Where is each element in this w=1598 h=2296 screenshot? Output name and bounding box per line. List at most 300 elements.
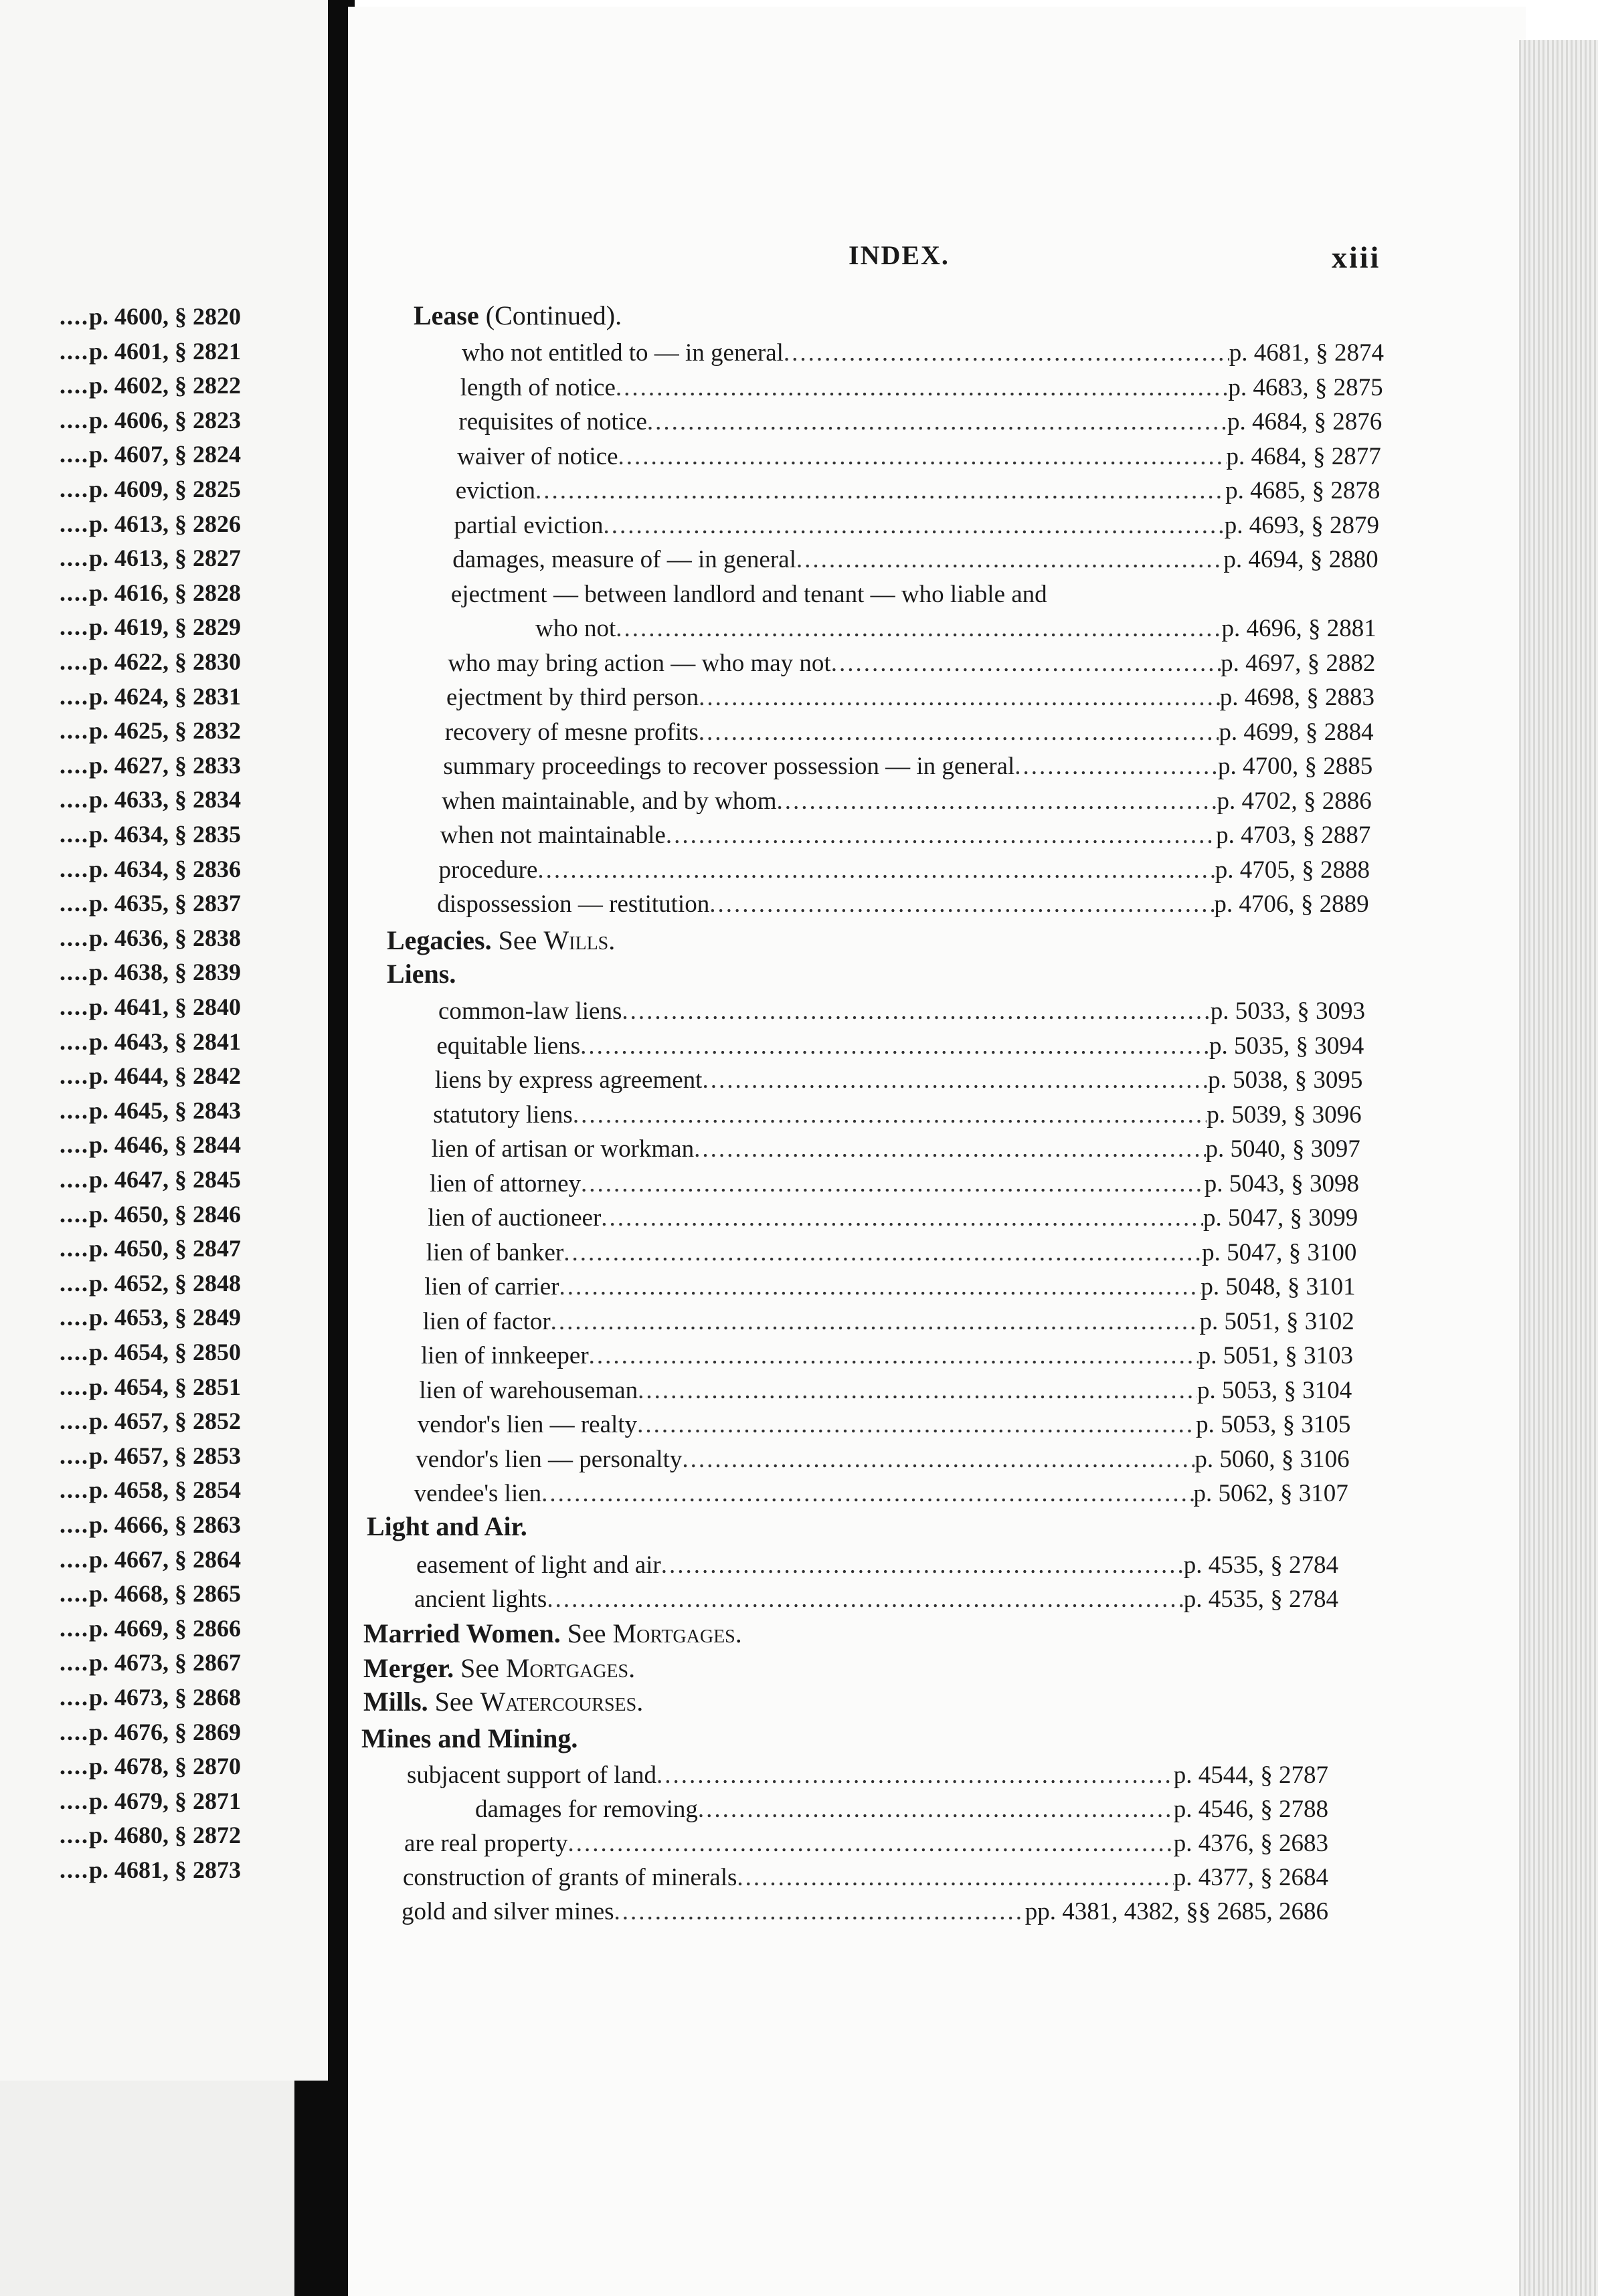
entry-text: gold and silver mines — [402, 1898, 614, 1925]
see-label: See — [460, 1653, 499, 1683]
entry-reference: pp. 4381, 4382, §§ 2685, 2686 — [1025, 1898, 1328, 1925]
page-reference: p. 4634, § 2835 — [88, 821, 241, 848]
index-entry — [430, 1169, 1359, 1198]
index-entry — [446, 683, 1374, 712]
leader-dots: .... — [59, 510, 89, 537]
left-index-row — [0, 1614, 241, 1642]
leader-dots: .... — [59, 406, 89, 434]
page-reference: p. 4627, § 2833 — [88, 751, 241, 779]
entry-text: vendor's lien — realty — [417, 1411, 638, 1438]
entry-reference: p. 4700, § 2885 — [1217, 753, 1373, 780]
left-page — [0, 0, 328, 2081]
index-entry — [438, 997, 1365, 1026]
page-reference: p. 4624, § 2831 — [88, 682, 241, 710]
left-index-row — [0, 1580, 241, 1608]
page-reference: p. 4678, § 2870 — [88, 1753, 241, 1780]
entry-text: who not — [535, 615, 616, 642]
page-reference: p. 4652, § 2848 — [88, 1269, 241, 1297]
entry-reference: p. 4705, § 2888 — [1215, 856, 1370, 884]
entry-text: who not entitled to — in general — [462, 339, 784, 367]
index-entry — [448, 649, 1375, 678]
entry-reference: p. 5051, § 3102 — [1199, 1307, 1354, 1335]
leader-dots — [535, 476, 1225, 505]
index-entry — [436, 1032, 1364, 1060]
page-reference: p. 4654, § 2850 — [88, 1339, 241, 1365]
left-index-row — [0, 371, 241, 399]
page-reference: p. 4657, § 2852 — [88, 1408, 241, 1435]
page-reference: p. 4650, § 2847 — [88, 1235, 241, 1262]
entry-reference: p. 4684, § 2877 — [1226, 442, 1381, 470]
left-index-row — [0, 1856, 241, 1884]
leader-dots: .... — [59, 890, 89, 917]
index-entry — [402, 1897, 1328, 1926]
leader-dots: .... — [59, 1511, 89, 1538]
left-index-row — [0, 510, 241, 538]
leader-dots: .... — [59, 1718, 89, 1745]
page-reference: p. 4606, § 2823 — [88, 406, 241, 434]
entry-text: damages for removing — [475, 1796, 698, 1823]
page-reference: p. 4613, § 2826 — [88, 510, 241, 537]
leader-dots — [796, 545, 1223, 574]
leader-dots: .... — [59, 855, 89, 882]
leader-dots — [541, 1479, 1193, 1508]
heading-text: Married Women. — [363, 1618, 561, 1648]
index-entry — [416, 1445, 1349, 1474]
continued-label: (Continued). — [485, 300, 622, 330]
entry-text: summary proceedings to recover possession — in general — [443, 753, 1015, 780]
left-index-row — [0, 1303, 241, 1331]
leader-dots — [589, 1341, 1198, 1370]
index-entry — [424, 1272, 1355, 1301]
page-reference: p. 4668, § 2865 — [88, 1580, 241, 1608]
index-entry — [442, 787, 1372, 816]
leader-dots: .... — [59, 545, 89, 572]
leader-dots — [698, 1795, 1174, 1824]
left-index-row — [0, 475, 241, 503]
leader-dots: .... — [59, 476, 89, 502]
entry-reference: p. 4681, § 2874 — [1229, 339, 1384, 367]
left-index-row — [0, 1787, 241, 1815]
leader-dots: .... — [59, 1476, 89, 1504]
left-index-row — [0, 1200, 241, 1228]
left-index-row — [0, 579, 241, 607]
section-heading — [363, 1618, 742, 1649]
left-index-row — [0, 1062, 241, 1090]
heading-text: Mills. — [363, 1687, 428, 1717]
entry-reference: p. 4696, § 2881 — [1221, 615, 1377, 642]
leader-dots: .... — [59, 1339, 89, 1365]
leader-dots: .... — [59, 1131, 89, 1159]
leader-dots: .... — [59, 751, 89, 779]
left-index-row — [0, 1648, 241, 1677]
leader-dots: .... — [59, 993, 89, 1020]
leader-dots: .... — [59, 1235, 89, 1262]
index-entry — [421, 1341, 1353, 1370]
leader-dots: .... — [59, 1096, 89, 1124]
page-reference: p. 4647, § 2845 — [88, 1166, 241, 1193]
index-entry — [451, 580, 1377, 609]
entry-text: dispossession — restitution — [437, 890, 710, 918]
entry-text: construction of grants of minerals — [403, 1864, 737, 1891]
index-entry — [435, 1066, 1363, 1094]
left-index-row — [0, 958, 241, 986]
entry-reference: p. 4703, § 2887 — [1216, 822, 1371, 849]
left-index-row — [0, 1028, 241, 1056]
section-heading — [363, 1652, 635, 1684]
entry-text: vendor's lien — personalty — [416, 1445, 683, 1473]
index-entry — [414, 1585, 1338, 1614]
index-entry — [437, 890, 1368, 919]
entry-reference: p. 5043, § 3098 — [1204, 1169, 1359, 1198]
page-reference: p. 4669, § 2866 — [88, 1614, 241, 1642]
entry-text: lien of banker — [426, 1238, 564, 1266]
leader-dots — [831, 649, 1221, 678]
leader-dots: .... — [59, 1166, 89, 1193]
leader-dots: .... — [59, 303, 89, 330]
leader-dots — [622, 997, 1210, 1026]
index-entry — [452, 545, 1378, 574]
index-entry — [416, 1551, 1338, 1580]
index-entry — [426, 1238, 1357, 1267]
entry-text: lien of attorney — [430, 1169, 582, 1198]
page-reference: p. 4619, § 2829 — [88, 613, 241, 641]
index-entry — [460, 373, 1383, 402]
left-index-row — [0, 889, 241, 917]
entry-reference: p. 5047, § 3099 — [1203, 1204, 1358, 1232]
left-index-row — [0, 648, 241, 676]
page-reference: p. 4641, § 2840 — [88, 993, 241, 1020]
leader-dots — [601, 1204, 1203, 1232]
entry-text: easement of light and air — [416, 1551, 661, 1579]
section-heading — [367, 1511, 527, 1542]
index-entry — [414, 1479, 1348, 1508]
index-entry — [475, 1795, 1328, 1824]
index-entry — [462, 339, 1384, 367]
leader-dots: .... — [59, 1062, 89, 1090]
entry-text: who may bring action — who may not — [448, 649, 831, 677]
entry-text: statutory liens — [433, 1101, 573, 1129]
leader-dots — [1014, 752, 1218, 781]
entry-reference: p. 4685, § 2878 — [1225, 477, 1381, 504]
page-reference: p. 4658, § 2854 — [88, 1476, 241, 1504]
left-index-row — [0, 1718, 241, 1746]
see-label: See — [498, 925, 537, 955]
entry-reference: p. 4697, § 2882 — [1221, 649, 1376, 677]
leader-dots: .... — [59, 441, 89, 468]
cross-reference: Mortgages. — [612, 1618, 742, 1648]
entry-text: when not maintainable — [440, 822, 666, 849]
left-index-row — [0, 544, 241, 572]
left-page-bottom — [0, 2081, 294, 2296]
page-reference: p. 4636, § 2838 — [88, 924, 241, 951]
page-reference: p. 4602, § 2822 — [88, 372, 241, 399]
entry-text: length of notice — [460, 373, 616, 401]
left-index-row — [0, 924, 241, 952]
leader-dots — [573, 1101, 1207, 1129]
leader-dots — [581, 1169, 1205, 1198]
leader-dots: .... — [59, 1822, 89, 1849]
leader-dots — [666, 821, 1216, 850]
left-index-row — [0, 1442, 241, 1470]
leader-dots — [709, 890, 1214, 919]
leader-dots — [694, 1135, 1205, 1163]
left-index-row — [0, 440, 241, 468]
heading-text: Merger. — [363, 1653, 454, 1683]
leader-dots: .... — [59, 1649, 89, 1677]
leader-dots — [661, 1551, 1184, 1580]
index-entry — [428, 1204, 1358, 1232]
leader-dots: .... — [59, 1753, 89, 1780]
leader-dots: .... — [59, 786, 89, 814]
left-index-row — [0, 855, 241, 883]
index-entry — [457, 442, 1381, 471]
page-reference: p. 4609, § 2825 — [88, 476, 241, 502]
index-entry — [445, 718, 1374, 747]
index-entry — [407, 1761, 1328, 1790]
entry-text: lien of carrier — [424, 1273, 559, 1301]
page-reference: p. 4680, § 2872 — [88, 1822, 241, 1849]
page-reference: p. 4644, § 2842 — [88, 1062, 241, 1090]
leader-dots: .... — [59, 821, 89, 848]
left-index-row — [0, 1096, 241, 1125]
leader-dots: .... — [59, 1787, 89, 1814]
entry-reference: p. 5039, § 3096 — [1207, 1101, 1362, 1129]
entry-reference: p. 4377, § 2684 — [1173, 1864, 1328, 1891]
page-reference: p. 4666, § 2863 — [88, 1511, 241, 1538]
leader-dots — [580, 1032, 1209, 1060]
entry-reference: p. 4535, § 2784 — [1183, 1551, 1338, 1579]
leader-dots: .... — [59, 1580, 89, 1608]
entry-text: damages, measure of — in general — [452, 546, 796, 573]
leader-dots: .... — [59, 924, 89, 951]
leader-dots: .... — [59, 682, 89, 710]
index-entry — [403, 1863, 1328, 1892]
entry-reference: p. 5038, § 3095 — [1208, 1066, 1363, 1094]
page-reference: p. 4654, § 2851 — [88, 1373, 241, 1400]
entry-reference: p. 5035, § 3094 — [1209, 1032, 1364, 1060]
entry-reference: p. 5047, § 3100 — [1202, 1238, 1357, 1266]
page-number: xiii — [1332, 240, 1381, 274]
leader-dots — [559, 1272, 1201, 1301]
leader-dots — [547, 1585, 1183, 1614]
left-index-row — [0, 993, 241, 1021]
left-index-row — [0, 716, 241, 745]
leader-dots: .... — [59, 337, 89, 365]
entry-reference: p. 4684, § 2876 — [1227, 408, 1383, 436]
page-reference: p. 4613, § 2827 — [88, 545, 241, 572]
leader-dots: .... — [59, 717, 89, 745]
entry-text: lien of artisan or workman — [431, 1135, 695, 1163]
page-reference: p. 4622, § 2830 — [88, 648, 241, 675]
page-reference: p. 4600, § 2820 — [88, 303, 241, 330]
left-index-row — [0, 785, 241, 814]
entry-text: ejectment — between landlord and tenant — who liable and — [450, 580, 1047, 608]
left-index-row — [0, 1373, 241, 1401]
index-entry — [535, 614, 1377, 643]
section-heading — [387, 925, 615, 956]
index-entry — [458, 407, 1382, 436]
index-entry — [439, 856, 1370, 884]
page-reference: p. 4616, § 2828 — [88, 579, 241, 606]
entry-text: requisites of notice — [458, 408, 647, 436]
entry-text: common-law liens — [438, 997, 622, 1025]
leader-dots: .... — [59, 1200, 89, 1228]
see-label: See — [567, 1618, 606, 1648]
left-index-row — [0, 302, 241, 330]
entry-text: ancient lights — [414, 1586, 547, 1613]
entry-text: vendee's lien — [414, 1480, 542, 1507]
left-index-row — [0, 1683, 241, 1711]
index-entry — [418, 1410, 1351, 1439]
leader-dots — [614, 1897, 1025, 1926]
leader-dots: .... — [59, 613, 89, 641]
left-index-row — [0, 337, 241, 365]
page-reference: p. 4657, § 2853 — [88, 1442, 241, 1469]
leader-dots — [656, 1761, 1174, 1790]
index-entry — [454, 511, 1380, 540]
leader-dots — [567, 1829, 1173, 1858]
leader-dots: .... — [59, 1408, 89, 1435]
entry-reference: p. 4544, § 2787 — [1173, 1761, 1328, 1789]
index-entry — [404, 1829, 1328, 1858]
leader-dots — [647, 407, 1227, 436]
leader-dots — [616, 614, 1221, 643]
left-index-row — [0, 1752, 241, 1780]
page-reference: p. 4633, § 2834 — [88, 786, 241, 814]
page-reference: p. 4625, § 2832 — [88, 717, 241, 745]
cross-reference: Wills. — [543, 925, 616, 955]
leader-dots: .... — [59, 579, 89, 606]
index-entry — [419, 1376, 1352, 1405]
index-entry — [440, 821, 1371, 850]
page-reference: p. 4643, § 2841 — [88, 1028, 241, 1055]
entry-reference: p. 4683, § 2875 — [1228, 373, 1383, 401]
leader-dots: .... — [59, 1614, 89, 1642]
heading-text: Light and Air. — [367, 1511, 527, 1541]
leader-dots: .... — [59, 959, 89, 986]
entry-text: recovery of mesne profits — [444, 718, 699, 746]
entry-text: equitable liens — [436, 1032, 581, 1060]
entry-reference: p. 4702, § 2886 — [1217, 787, 1372, 815]
leader-dots — [737, 1863, 1173, 1892]
left-index-row — [0, 682, 241, 710]
entry-reference: p. 4546, § 2788 — [1173, 1796, 1328, 1823]
left-index-row — [0, 1338, 241, 1366]
leader-dots: .... — [59, 1373, 89, 1400]
entry-text: subjacent support of land — [407, 1761, 656, 1789]
entry-text: lien of factor — [422, 1307, 551, 1335]
left-index-row — [0, 613, 241, 641]
leader-dots: .... — [59, 372, 89, 399]
leader-dots: .... — [59, 1545, 89, 1573]
left-index-row — [0, 1511, 241, 1539]
leader-dots — [638, 1376, 1197, 1405]
index-entry — [433, 1101, 1361, 1129]
entry-reference: p. 4535, § 2784 — [1183, 1586, 1338, 1613]
leader-dots — [784, 339, 1229, 367]
page-reference: p. 4601, § 2821 — [88, 337, 241, 365]
page-reference: p. 4681, § 2873 — [88, 1856, 241, 1883]
page-reference: p. 4653, § 2849 — [88, 1304, 241, 1331]
leader-dots — [699, 683, 1220, 712]
page-reference: p. 4635, § 2837 — [88, 890, 241, 917]
entry-text: partial eviction — [454, 511, 604, 539]
entry-reference: p. 4698, § 2883 — [1219, 684, 1374, 711]
page-reference: p. 4638, § 2839 — [88, 959, 241, 986]
heading-text: Liens. — [387, 959, 456, 989]
leader-dots — [682, 1445, 1194, 1474]
leader-dots — [637, 1410, 1196, 1439]
left-index-row — [0, 1165, 241, 1193]
index-entry — [443, 752, 1372, 781]
leader-dots: .... — [59, 648, 89, 675]
entry-text: lien of innkeeper — [421, 1342, 589, 1369]
leader-dots — [551, 1307, 1200, 1336]
index-entry — [456, 476, 1381, 505]
entry-reference: p. 5062, § 3107 — [1193, 1480, 1348, 1507]
left-index-row — [0, 1269, 241, 1297]
leader-dots — [616, 373, 1228, 402]
entry-reference: p. 5040, § 3097 — [1205, 1135, 1360, 1163]
section-heading — [387, 958, 456, 989]
entry-reference: p. 4376, § 2683 — [1173, 1830, 1328, 1857]
leader-dots — [563, 1238, 1202, 1267]
index-entry — [432, 1135, 1360, 1163]
leader-dots: .... — [59, 1684, 89, 1711]
entry-reference: p. 4694, § 2880 — [1223, 546, 1379, 573]
entry-reference: p. 5060, § 3106 — [1194, 1445, 1350, 1473]
left-index-row — [0, 1545, 241, 1573]
section-heading — [361, 1723, 578, 1754]
page-reference: p. 4645, § 2843 — [88, 1096, 241, 1124]
leader-dots: .... — [59, 1856, 89, 1883]
page-reference: p. 4673, § 2867 — [88, 1649, 241, 1677]
heading-text: Mines and Mining. — [361, 1723, 578, 1753]
left-index-row — [0, 751, 241, 779]
cross-reference: Watercourses. — [480, 1687, 644, 1717]
left-index-row — [0, 820, 241, 848]
see-label: See — [434, 1687, 474, 1717]
left-index-row — [0, 1131, 241, 1159]
leader-dots — [603, 511, 1224, 540]
entry-text: procedure — [438, 856, 538, 884]
entry-text: ejectment by third person — [446, 684, 699, 711]
leader-dots: .... — [59, 1442, 89, 1469]
page-edges — [1519, 40, 1598, 2296]
section-heading — [363, 1686, 643, 1717]
entry-reference: p. 5051, § 3103 — [1198, 1342, 1353, 1369]
page-title: INDEX. — [849, 240, 950, 270]
page-reference: p. 4667, § 2864 — [88, 1545, 241, 1573]
entry-reference: p. 5053, § 3104 — [1196, 1376, 1352, 1404]
page-reference: p. 4650, § 2846 — [88, 1200, 241, 1228]
index-entry — [423, 1307, 1354, 1336]
entry-reference: p. 4693, § 2879 — [1224, 511, 1379, 539]
entry-text: when maintainable, and by whom — [442, 787, 777, 815]
leader-dots — [537, 856, 1215, 884]
leader-dots: .... — [59, 1028, 89, 1055]
heading-text: Legacies. — [387, 925, 492, 955]
heading-text: Lease — [414, 300, 479, 330]
entry-text: are real property — [404, 1830, 568, 1857]
page-reference: p. 4607, § 2824 — [88, 441, 241, 468]
page-reference: p. 4634, § 2836 — [88, 855, 241, 882]
leader-dots — [699, 718, 1219, 747]
left-index-row — [0, 1476, 241, 1504]
entry-reference: p. 5053, § 3105 — [1196, 1411, 1351, 1438]
cross-reference: Mortgages. — [505, 1653, 636, 1683]
section-heading — [414, 300, 622, 331]
